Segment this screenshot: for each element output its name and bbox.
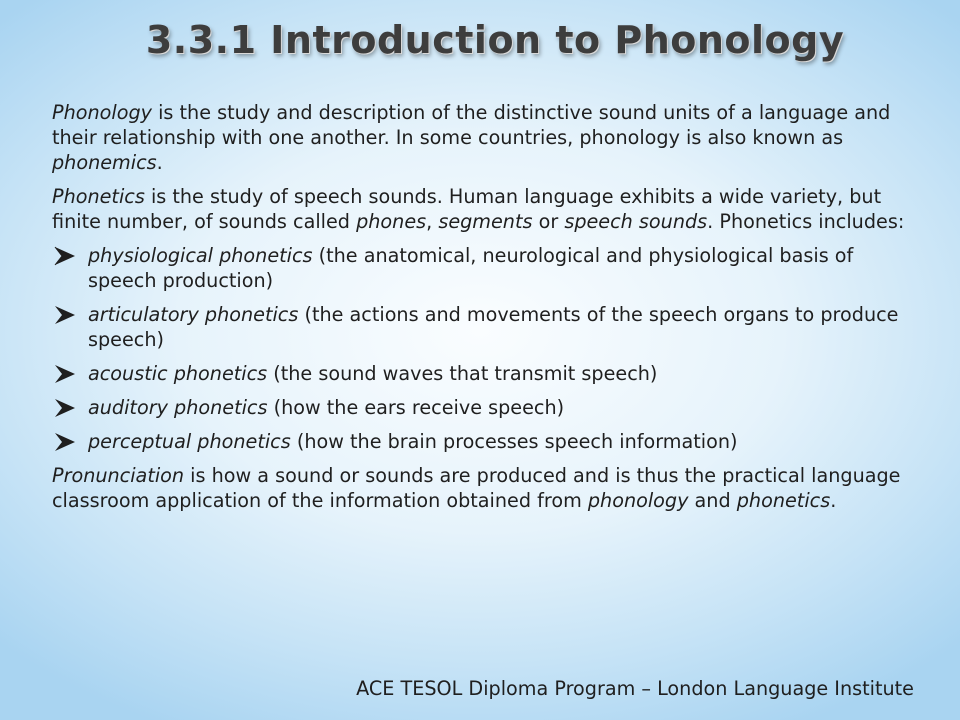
bullet-description: (the anatomical, neurological and physiological basis of speech production): [88, 244, 854, 292]
paragraph-text: ,: [426, 210, 439, 233]
list-item: [52, 395, 912, 420]
paragraph-text: .: [830, 489, 837, 512]
term-speech-sounds: speech sounds: [564, 210, 708, 233]
list-item: [52, 429, 912, 454]
list-item: [52, 302, 912, 352]
slide-content: [52, 100, 912, 522]
bullet-term: articulatory phonetics: [88, 303, 299, 326]
paragraph-text: and: [688, 489, 737, 512]
bullet-term: perceptual phonetics: [88, 430, 291, 453]
paragraph-text: or: [532, 210, 565, 233]
bullet-description: (the sound waves that transmit speech): [267, 362, 658, 385]
term-phonetics: phonetics: [736, 489, 831, 512]
arrow-bullet-icon: [53, 429, 79, 454]
list-item: [52, 243, 912, 293]
term-segments: segments: [438, 210, 533, 233]
slide-footer: ACE TESOL Diploma Program – London Language Institute: [356, 677, 914, 700]
bullet-description: (how the brain processes speech information): [290, 430, 738, 453]
paragraph-phonetics: [52, 184, 912, 234]
paragraph-text: . Phonetics includes:: [707, 210, 905, 233]
term-phones: phones: [356, 210, 427, 233]
term-phonology: Phonology: [52, 101, 152, 124]
arrow-bullet-icon: [53, 395, 79, 420]
paragraph-text: .: [156, 151, 163, 174]
bullet-description: (the actions and movements of the speech organs to produce speech): [88, 303, 899, 351]
paragraph-phonology: [52, 100, 912, 175]
paragraph-pronunciation: [52, 463, 912, 513]
paragraph-text: is how a sound or sounds are produced and is thus the practical language classroom application of the information obtained from: [52, 464, 901, 512]
bullet-term: physiological phonetics: [88, 244, 313, 267]
bullet-description: (how the ears receive speech): [267, 396, 565, 419]
term-phonemics: phonemics: [52, 151, 157, 174]
arrow-bullet-icon: [53, 302, 79, 327]
list-item: [52, 361, 912, 386]
arrow-bullet-icon: [53, 243, 79, 268]
paragraph-text: is the study of speech sounds. Human language exhibits a wide variety, but finite number, of sounds called: [52, 185, 882, 233]
slide-title: 3.3.1 Introduction to Phonology: [145, 18, 845, 62]
term-phonology: phonology: [587, 489, 689, 512]
bullet-term: acoustic phonetics: [88, 362, 268, 385]
bullet-term: auditory phonetics: [88, 396, 268, 419]
phonetics-branch-list: [52, 243, 912, 454]
arrow-bullet-icon: [53, 361, 79, 386]
term-phonetics: Phonetics: [52, 185, 145, 208]
term-pronunciation: Pronunciation: [52, 464, 185, 487]
paragraph-text: is the study and description of the distinctive sound units of a language and their relationship with one another. In some countries, phonology is also known as: [52, 101, 891, 149]
